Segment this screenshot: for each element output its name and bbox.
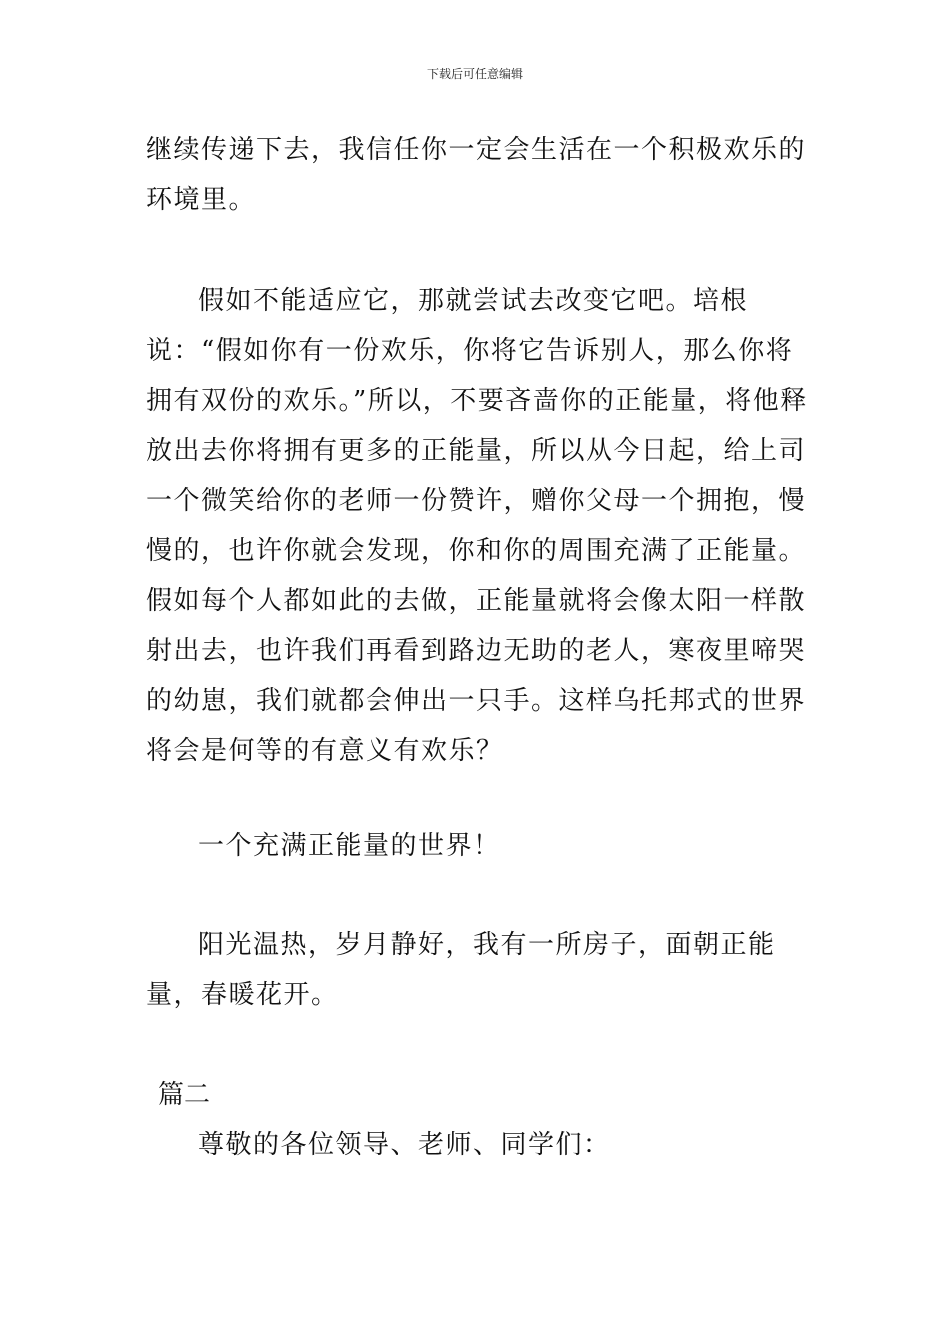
salutation: 尊敬的各位领导、老师、同学们： [198,1130,611,1160]
paragraph-bacon-quote: 假如不能适应它，那就尝试去改变它吧。培根说：“假如你有一份欢乐，你将它告诉别人，那么你将拥有双份的欢乐。”所以，不要吝啬你的正能量，将他释放出去你将拥有更多的正能量，所以从今日起，给上司一个微笑给你的老师一份赞许，赠你父母一个拥抱，慢慢的，也许你就会发现，你和你的周围充满了正能量。假如每个人都如此的去做，正能量就将会像太阳一样散射出去，也许我们再看到路边无助的老人，寒夜里啼哭的幼崽，我们就都会伸出一只手。这样乌托邦式的世界将会是何等的有意义有欢乐？ [146,286,808,766]
paragraph-positive-world: 一个充满正能量的世界！ [198,831,501,861]
section-title: 篇二 [158,1080,211,1110]
header-note: 下载后可任意编辑 [426,67,523,81]
paragraph-sunshine: 阳光温热，岁月静好，我有一所房子，面朝正能量，春暖花开。 [146,930,776,1010]
paragraph-continuation: 继续传递下去，我信任你一定会生活在一个积极欢乐的环境里。 [146,135,807,215]
